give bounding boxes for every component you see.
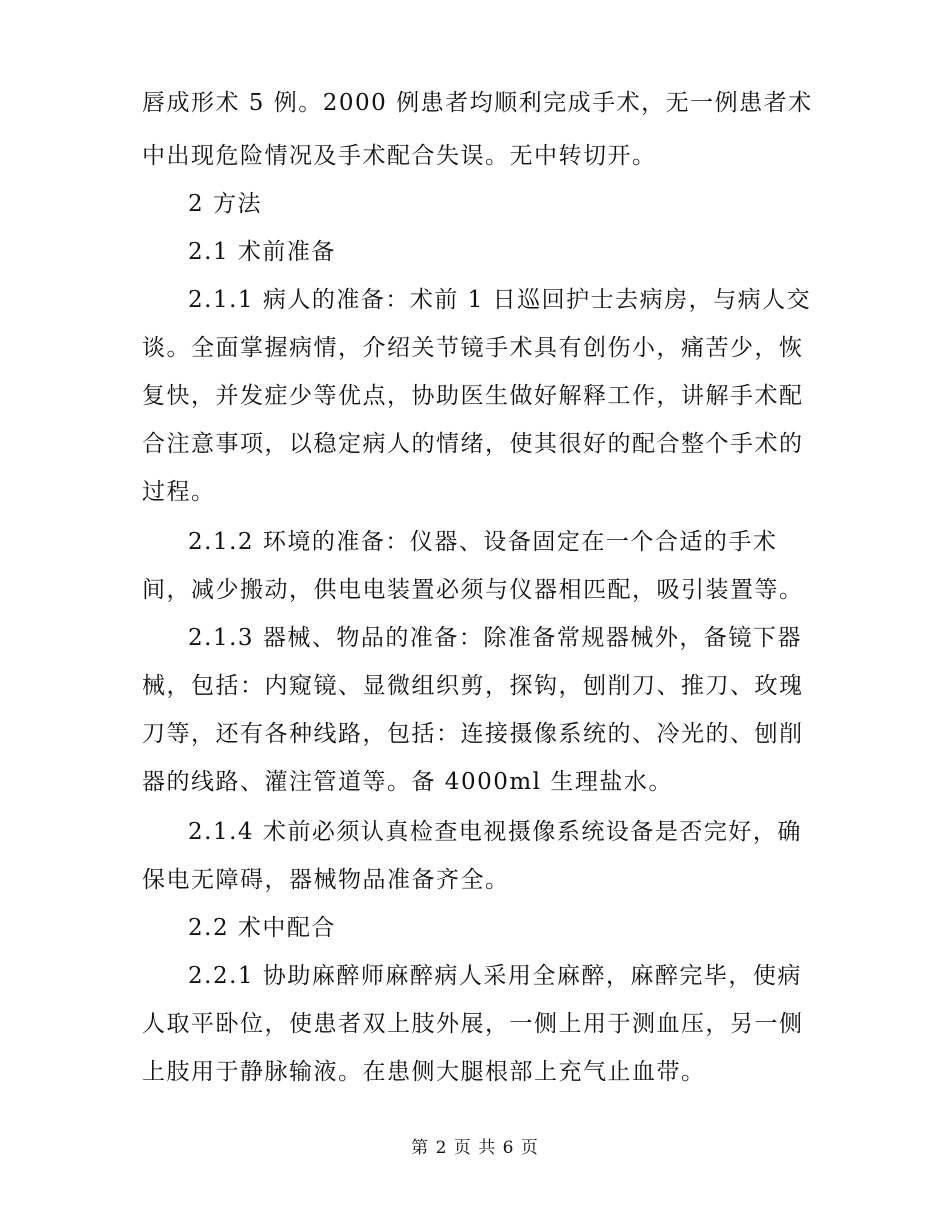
text-line: 中出现危险情况及手术配合失误。无中转切开。 bbox=[142, 143, 657, 169]
text-line: 合注意事项，以稳定病人的情绪，使其很好的配合整个手术的 bbox=[142, 431, 804, 457]
subsection-heading: 2.1 术前准备 bbox=[188, 239, 336, 265]
text-line: 谈。全面掌握病情，介绍关节镜手术具有创伤小，痛苦少，恢 bbox=[142, 335, 804, 361]
text-line: 2.1.4 术前必须认真检查电视摄像系统设备是否完好，确 bbox=[188, 819, 802, 845]
text-line: 保电无障碍，器械物品准备齐全。 bbox=[142, 867, 510, 893]
text-line: 械，包括：内窥镜、显微组织剪，探钩，刨削刀、推刀、玫瑰 bbox=[142, 673, 804, 699]
page-footer: 第 2 页 共 6 页 bbox=[411, 1138, 539, 1158]
text-line: 人取平卧位，使患者双上肢外展，一侧上用于测血压，另一侧 bbox=[142, 1011, 804, 1037]
text-line: 2.1.3 器械、物品的准备：除准备常规器械外，备镜下器 bbox=[188, 625, 802, 651]
text-line: 刀等，还有各种线路，包括：连接摄像系统的、冷光的、刨削 bbox=[142, 721, 804, 747]
text-line: 复快，并发症少等优点，协助医生做好解释工作，讲解手术配 bbox=[142, 383, 804, 409]
text-line: 2.1.1 病人的准备：术前 1 日巡回护士去病房，与病人交 bbox=[188, 287, 812, 313]
text-line: 器的线路、灌注管道等。备 4000ml 生理盐水。 bbox=[142, 769, 673, 795]
text-line: 2.2.1 协助麻醉师麻醉病人采用全麻醉，麻醉完毕，使病 bbox=[188, 963, 802, 989]
text-line: 唇成形术 5 例。2000 例患者均顺利完成手术，无一例患者术 bbox=[142, 90, 813, 116]
section-heading: 2 方法 bbox=[188, 191, 262, 217]
text-line: 2.1.2 环境的准备：仪器、设备固定在一个合适的手术 bbox=[188, 529, 778, 555]
text-line: 过程。 bbox=[142, 479, 216, 505]
text-line: 上肢用于静脉输液。在患侧大腿根部上充气止血带。 bbox=[142, 1059, 706, 1085]
text-line: 间，减少搬动，供电电装置必须与仪器相匹配，吸引装置等。 bbox=[142, 577, 804, 603]
subsection-heading: 2.2 术中配合 bbox=[188, 915, 336, 941]
